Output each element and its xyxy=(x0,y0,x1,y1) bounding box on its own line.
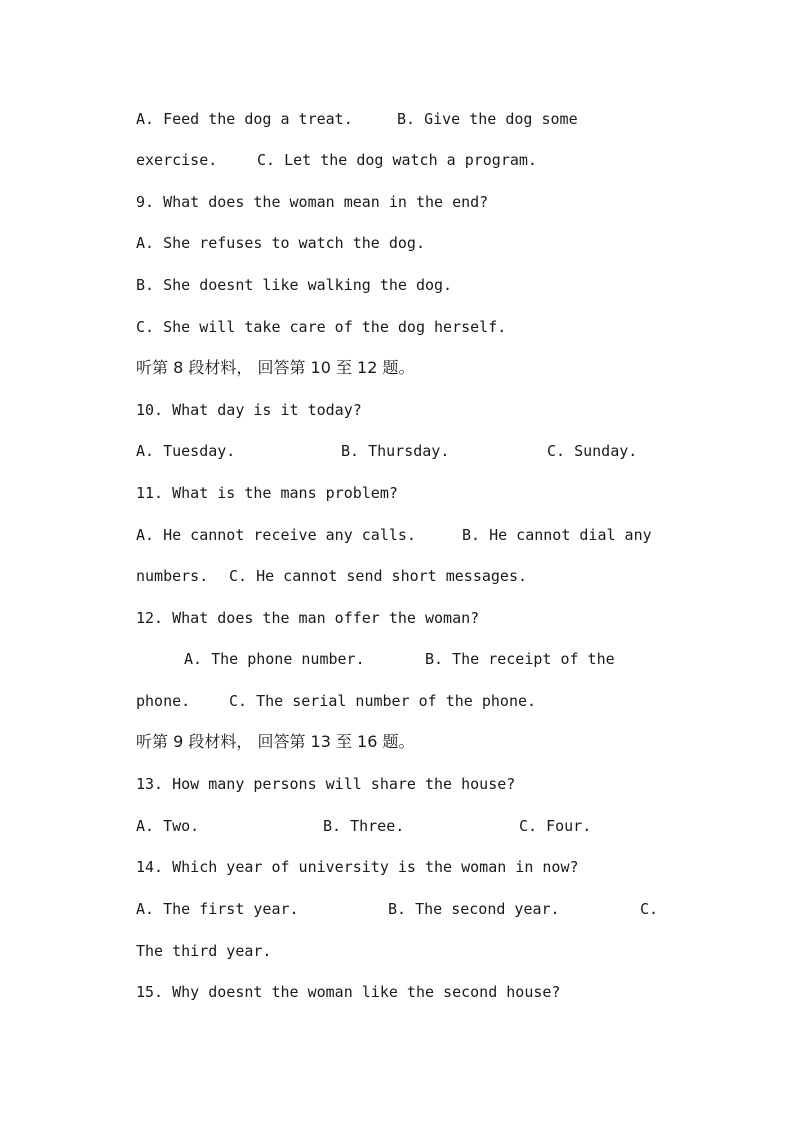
question-12: 12. What does the man offer the woman? xyxy=(136,609,480,627)
option-14a: A. The first year. xyxy=(136,900,299,918)
option-12a: A. The phone number. xyxy=(184,650,365,668)
option-9b: B. She doesnt like walking the dog. xyxy=(136,276,453,294)
option-8b: B. Give the dog some xyxy=(397,110,578,128)
option-10c: C. Sunday. xyxy=(547,442,638,460)
section-heading-9: 听第 9 段材料， 回答第 13 至 16 题。 xyxy=(136,732,415,751)
option-11c: C. He cannot send short messages. xyxy=(229,567,528,585)
question-11: 11. What is the mans problem? xyxy=(136,484,398,502)
question-15: 15. Why doesnt the woman like the second house? xyxy=(136,983,561,1001)
option-11b: B. He cannot dial any xyxy=(462,526,652,544)
question-13: 13. How many persons will share the house? xyxy=(136,775,516,793)
question-10: 10. What day is it today? xyxy=(136,401,362,419)
option-10a: A. Tuesday. xyxy=(136,442,236,460)
option-14c: C. xyxy=(640,900,659,918)
option-8c: C. Let the dog watch a program. xyxy=(257,151,537,169)
option-12b: B. The receipt of the xyxy=(425,650,615,668)
option-8a: A. Feed the dog a treat. xyxy=(136,110,353,128)
option-9a: A. She refuses to watch the dog. xyxy=(136,234,425,252)
option-10b: B. Thursday. xyxy=(341,442,450,460)
option-13a: A. Two. xyxy=(136,817,200,835)
option-14c-continued: The third year. xyxy=(136,942,272,960)
option-11b-continued: numbers. xyxy=(136,567,209,585)
option-11a: A. He cannot receive any calls. xyxy=(136,526,416,544)
question-9: 9. What does the woman mean in the end? xyxy=(136,193,489,211)
option-9c: C. She will take care of the dog herself. xyxy=(136,318,507,336)
question-14: 14. Which year of university is the woman in now? xyxy=(136,858,579,876)
option-12c: C. The serial number of the phone. xyxy=(229,692,537,710)
option-13c: C. Four. xyxy=(519,817,592,835)
option-12b-continued: phone. xyxy=(136,692,191,710)
option-13b: B. Three. xyxy=(323,817,405,835)
option-14b: B. The second year. xyxy=(388,900,560,918)
option-8b-continued: exercise. xyxy=(136,151,218,169)
section-heading-8: 听第 8 段材料， 回答第 10 至 12 题。 xyxy=(136,358,415,377)
